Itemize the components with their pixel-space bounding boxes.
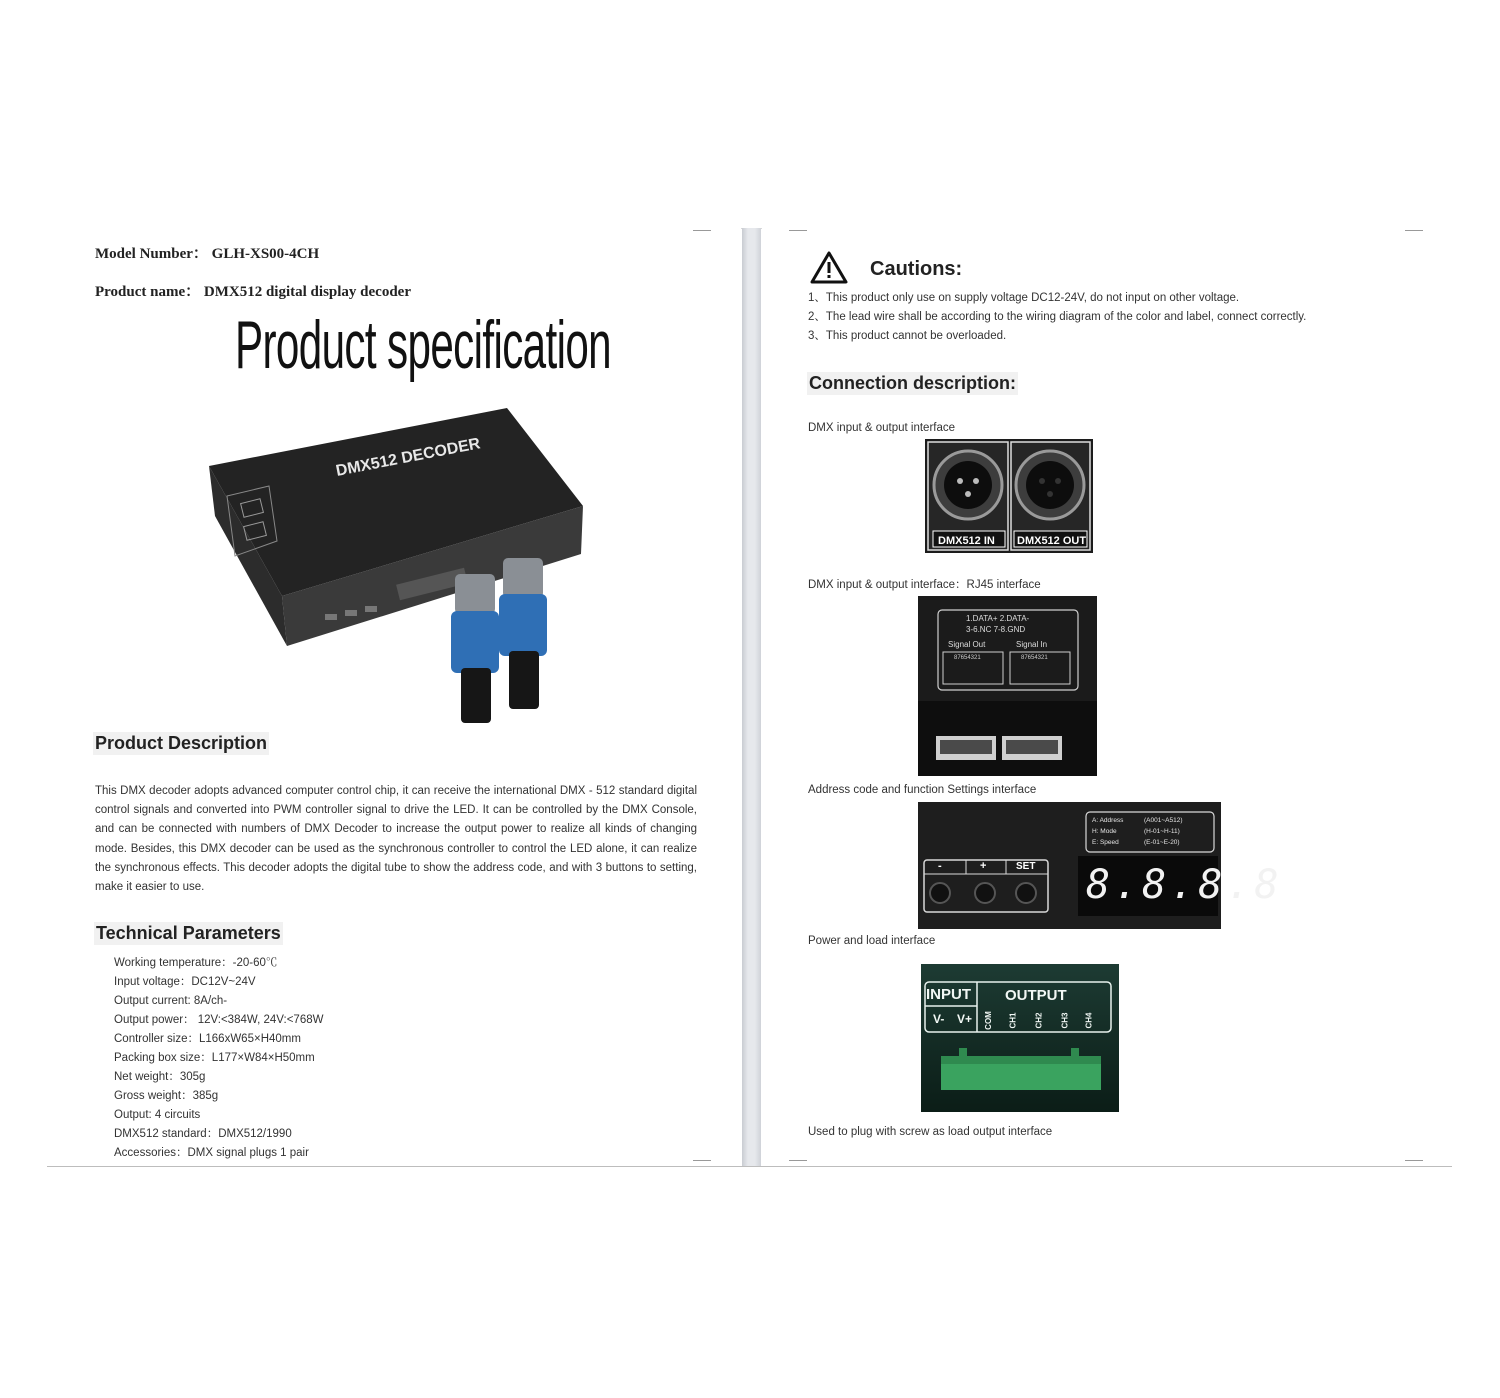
param-item: Gross weight：385g: [114, 1090, 219, 1102]
plus-button-label: +: [980, 860, 987, 872]
product-label: Product name：: [95, 284, 201, 300]
param-item: Output power： 12V:<384W, 24V:<768W: [114, 1014, 324, 1026]
channel-label: COM: [983, 1011, 993, 1030]
cautions-heading: Cautions:: [870, 258, 963, 280]
channel-label: CH1: [1008, 1012, 1018, 1029]
v-minus-label: V-: [933, 1012, 945, 1026]
channel-label: CH2: [1034, 1012, 1044, 1029]
caption-plug-interface: Used to plug with screw as load output interface: [808, 1126, 1053, 1138]
product-specification-banner: Product specification: [235, 307, 612, 383]
model-label: Model Number：: [95, 246, 208, 262]
rj45-numbers-in: 87654321: [1021, 655, 1048, 661]
power-load-photo: [921, 964, 1119, 1112]
param-item: DMX512 standard：DMX512/1990: [114, 1128, 292, 1140]
caption-dmx-interface: DMX input & output interface: [808, 422, 956, 434]
rj45-signal-out: Signal Out: [948, 640, 986, 649]
rj45-numbers-out: 87654321: [954, 655, 981, 661]
page-bottom-edge: [47, 1166, 1452, 1167]
addr-table-cell: H: Mode: [1092, 828, 1117, 835]
v-plus-label: V+: [957, 1012, 973, 1026]
caution-item: 1、This product only use on supply voltage DC12-24V, do not input on other voltage.: [808, 292, 1240, 304]
model-value: GLH-XS00-4CH: [211, 246, 320, 262]
decoder-device-image: [207, 406, 607, 726]
address-setting-photo: [918, 802, 1283, 929]
caption-address-interface: Address code and function Settings interface: [808, 784, 1037, 796]
corner-mark: [789, 230, 807, 231]
rj45-pins-right: 3-6.NC 7-8.GND: [966, 625, 1026, 634]
digital-display: 8.8.8.8: [1086, 862, 1283, 908]
product-description-text: This DMX decoder adopts advanced computer control chip, it can receive the international DMX - 512 standard digital control signals and converted into PWM controller signal to drive the LED. It can be controlled by the DMX Console, and can be connected with numbers of DMX Decoder to increase the output power to realize all kinds of changing mode. Besides, this DMX decoder can be used as the synchronous controller to control the LED alone, it can realize the synchronous effects. This decoder adopts the digital tube to show the address code, and with 3 buttons to setting, make it easier to use.: [95, 785, 697, 894]
technical-parameters-list: [114, 954, 323, 1163]
caution-item: 3、This product cannot be overloaded.: [808, 330, 1007, 342]
corner-mark: [693, 230, 711, 231]
param-item: Accessories：DMX signal plugs 1 pair: [114, 1147, 309, 1159]
warning-icon: [810, 250, 848, 284]
channel-label: CH4: [1084, 1012, 1094, 1029]
corner-mark: [1405, 1160, 1423, 1161]
caution-item: 2、The lead wire shall be according to the wiring diagram of the color and label, connect correctly.: [808, 311, 1307, 323]
product-value: DMX512 digital display decoder: [203, 284, 411, 300]
caption-rj45-interface: DMX input & output interface：RJ45 interface: [808, 579, 1041, 591]
power-input-label: INPUT: [926, 986, 971, 1003]
channel-label: CH3: [1060, 1012, 1070, 1029]
addr-table-cell: (H-01~H-11): [1144, 828, 1180, 835]
rj45-signal-in: Signal In: [1016, 640, 1048, 649]
param-item: Output current: 8A/ch-: [114, 995, 228, 1007]
addr-table-cell: E: Speed: [1092, 839, 1119, 846]
addr-table-cell: (E-01~E-20): [1144, 839, 1180, 846]
connection-description-heading: Connection description:: [809, 373, 1016, 393]
addr-table-cell: (A001~A512): [1144, 817, 1183, 824]
corner-mark: [789, 1160, 807, 1161]
dmx-in-label: DMX512 IN: [938, 535, 995, 547]
param-item: Net weight：305g: [114, 1071, 206, 1083]
right-page: [762, 228, 1452, 1166]
param-item: Working temperature：-20-60℃: [114, 957, 278, 969]
corner-mark: [693, 1160, 711, 1161]
power-output-label: OUTPUT: [1005, 987, 1067, 1004]
left-page: [47, 228, 741, 1166]
model-number-line: [95, 242, 319, 263]
param-item: Output: 4 circuits: [114, 1109, 201, 1121]
addr-table-cell: A: Address: [1092, 817, 1124, 824]
address-mode-table: [1092, 815, 1210, 848]
device-label: DMX512 DECODER: [334, 435, 482, 480]
rj45-pins-left: 1.DATA+ 2.DATA-: [966, 614, 1030, 623]
set-button-label: SET: [1016, 861, 1036, 872]
product-description-heading: Product Description: [95, 733, 268, 753]
corner-mark: [1405, 230, 1423, 231]
param-item: Controller size：L166xW65×H40mm: [114, 1033, 301, 1045]
technical-parameters-heading: Technical Parameters: [96, 923, 281, 943]
rj45-ports-icon: [918, 596, 1097, 776]
dmx-xlr-photo: [925, 439, 1093, 553]
product-name-line: [95, 280, 411, 301]
minus-button-label: -: [938, 860, 942, 872]
cautions-list: [808, 289, 1306, 346]
dmx-out-label: DMX512 OUT: [1017, 535, 1087, 547]
page-gutter: [742, 228, 761, 1167]
param-item: Input voltage：DC12V~24V: [114, 976, 256, 988]
caption-power-interface: Power and load interface: [808, 935, 936, 947]
param-item: Packing box size：L177×W84×H50mm: [114, 1052, 315, 1064]
rj45-photo: [918, 596, 1097, 776]
